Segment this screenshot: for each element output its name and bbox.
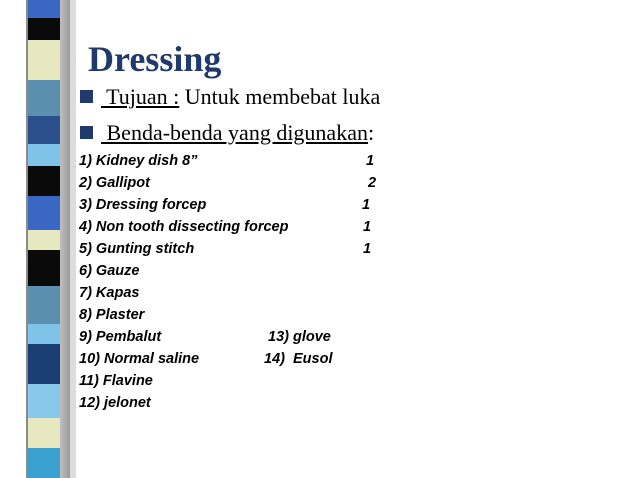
item-text: 7) Kapas: [79, 285, 140, 301]
decorative-side-strip: [0, 0, 78, 478]
item-text: 1) Kidney dish 8”: [79, 153, 198, 169]
item-text: 9) Pembalut: [79, 329, 162, 345]
list-item: [79, 304, 399, 326]
item-text: 11) Flavine: [79, 373, 153, 389]
list-item: [79, 194, 399, 216]
item-qty: 1: [366, 153, 375, 169]
item-text: 10) Normal saline: [79, 351, 200, 367]
list-item: [79, 392, 399, 414]
list-item: [79, 348, 399, 370]
item-text: 3) Dressing forcep: [79, 197, 207, 213]
item-qty: 13) glove: [268, 329, 331, 345]
list-item: [79, 326, 399, 348]
item-text: 12) jelonet: [79, 395, 151, 411]
bullet-items: [80, 120, 374, 146]
square-bullet-icon: [80, 90, 93, 103]
list-item: [79, 216, 399, 238]
list-item: [79, 172, 399, 194]
item-text: 2) Gallipot: [79, 175, 150, 191]
bullet-purpose-text: Untuk membebat luka: [179, 84, 381, 109]
item-text: 4) Non tooth dissecting forcep: [79, 219, 289, 235]
bullet-purpose-label: Tujuan :: [101, 84, 180, 109]
item-text: 8) Plaster: [79, 307, 145, 323]
list-item: [79, 150, 399, 172]
item-text: 5) Gunting stitch: [79, 241, 195, 257]
item-qty: 2: [368, 175, 377, 191]
item-qty: 1: [362, 197, 371, 213]
item-qty: 14) Eusol: [264, 351, 333, 367]
item-qty: 1: [363, 241, 372, 257]
bullet-items-colon: :: [367, 120, 375, 145]
list-item: [79, 260, 399, 282]
square-bullet-icon: [80, 126, 93, 139]
list-item: [79, 370, 399, 392]
item-text: 6) Gauze: [79, 263, 140, 279]
list-item: [79, 238, 399, 260]
slide-title: Dressing: [88, 39, 222, 79]
bullet-purpose: [80, 84, 380, 110]
bullet-items-label: Benda-benda yang digunakan: [101, 120, 368, 145]
item-list: [79, 150, 399, 414]
item-qty: 1: [363, 219, 372, 235]
list-item: [79, 282, 399, 304]
